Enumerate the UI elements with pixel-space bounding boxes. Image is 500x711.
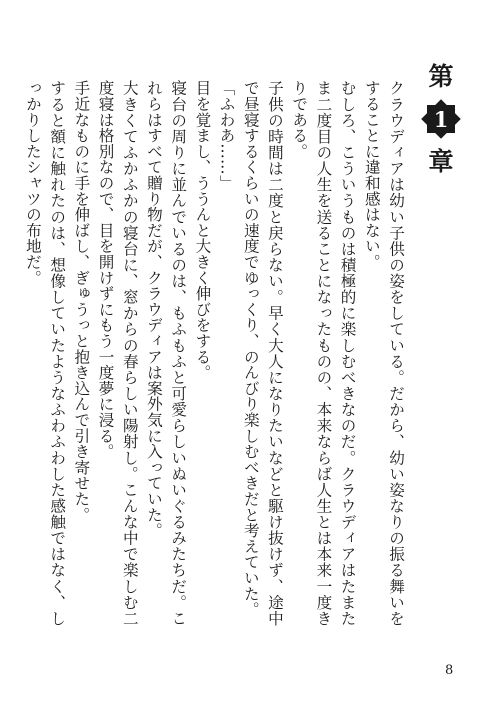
paragraph: 子供の時間は二度と戻らない。早く大人になりたいなどと駆け抜けず、途中で昼寝するくらいの速度でゆっくり、のんびり楽しむべきだと考えていた。: [241, 80, 284, 626]
paragraph: 大きくてふかふかの寝台に、窓からの春らしい陽射し。こんな中で楽しむ二度寝は格別なので、目を開けずにもう一度夢に浸る。: [96, 80, 139, 626]
chapter-heading: [418, 64, 464, 174]
paragraph: 目を覚まし、ううんと大きく伸びをする。: [193, 80, 212, 381]
paragraph: クラウディアは幼い子供の姿をしている。だから、幼い姿なりの振る舞いをすることに違和感はない。: [362, 80, 405, 626]
paragraph: むしろ、こういうものは積極的に楽しむべきなのだ。クラウディアはたまたま二度目の人生を送ることになったものの、本来ならば人生とは本来一度きりである。: [290, 80, 357, 626]
paragraph: 「ふわあ……」: [217, 80, 236, 191]
chapter-prefix: 第: [428, 62, 454, 91]
chapter-number-emblem: [421, 99, 461, 139]
paragraph: 寝台の周りに並んでいるのは、もふもふと可愛らしいぬいぐるみたちだ。これらはすべて贈り物だが、クラウディアは案外気に入っていた。: [144, 80, 188, 626]
page-number: 8: [445, 663, 454, 678]
body-text: [23, 80, 408, 626]
chapter-number: 1: [433, 106, 449, 132]
paragraph: すると額に触れたのは、想像していたようなふわふわした感触ではなく、しっかりしたシャツの布地だ。: [23, 80, 67, 626]
chapter-suffix: 章: [428, 147, 454, 176]
paragraph: 手近なものに手を伸ばし、ぎゅうっと抱き込んで引き寄せた。: [72, 80, 91, 523]
